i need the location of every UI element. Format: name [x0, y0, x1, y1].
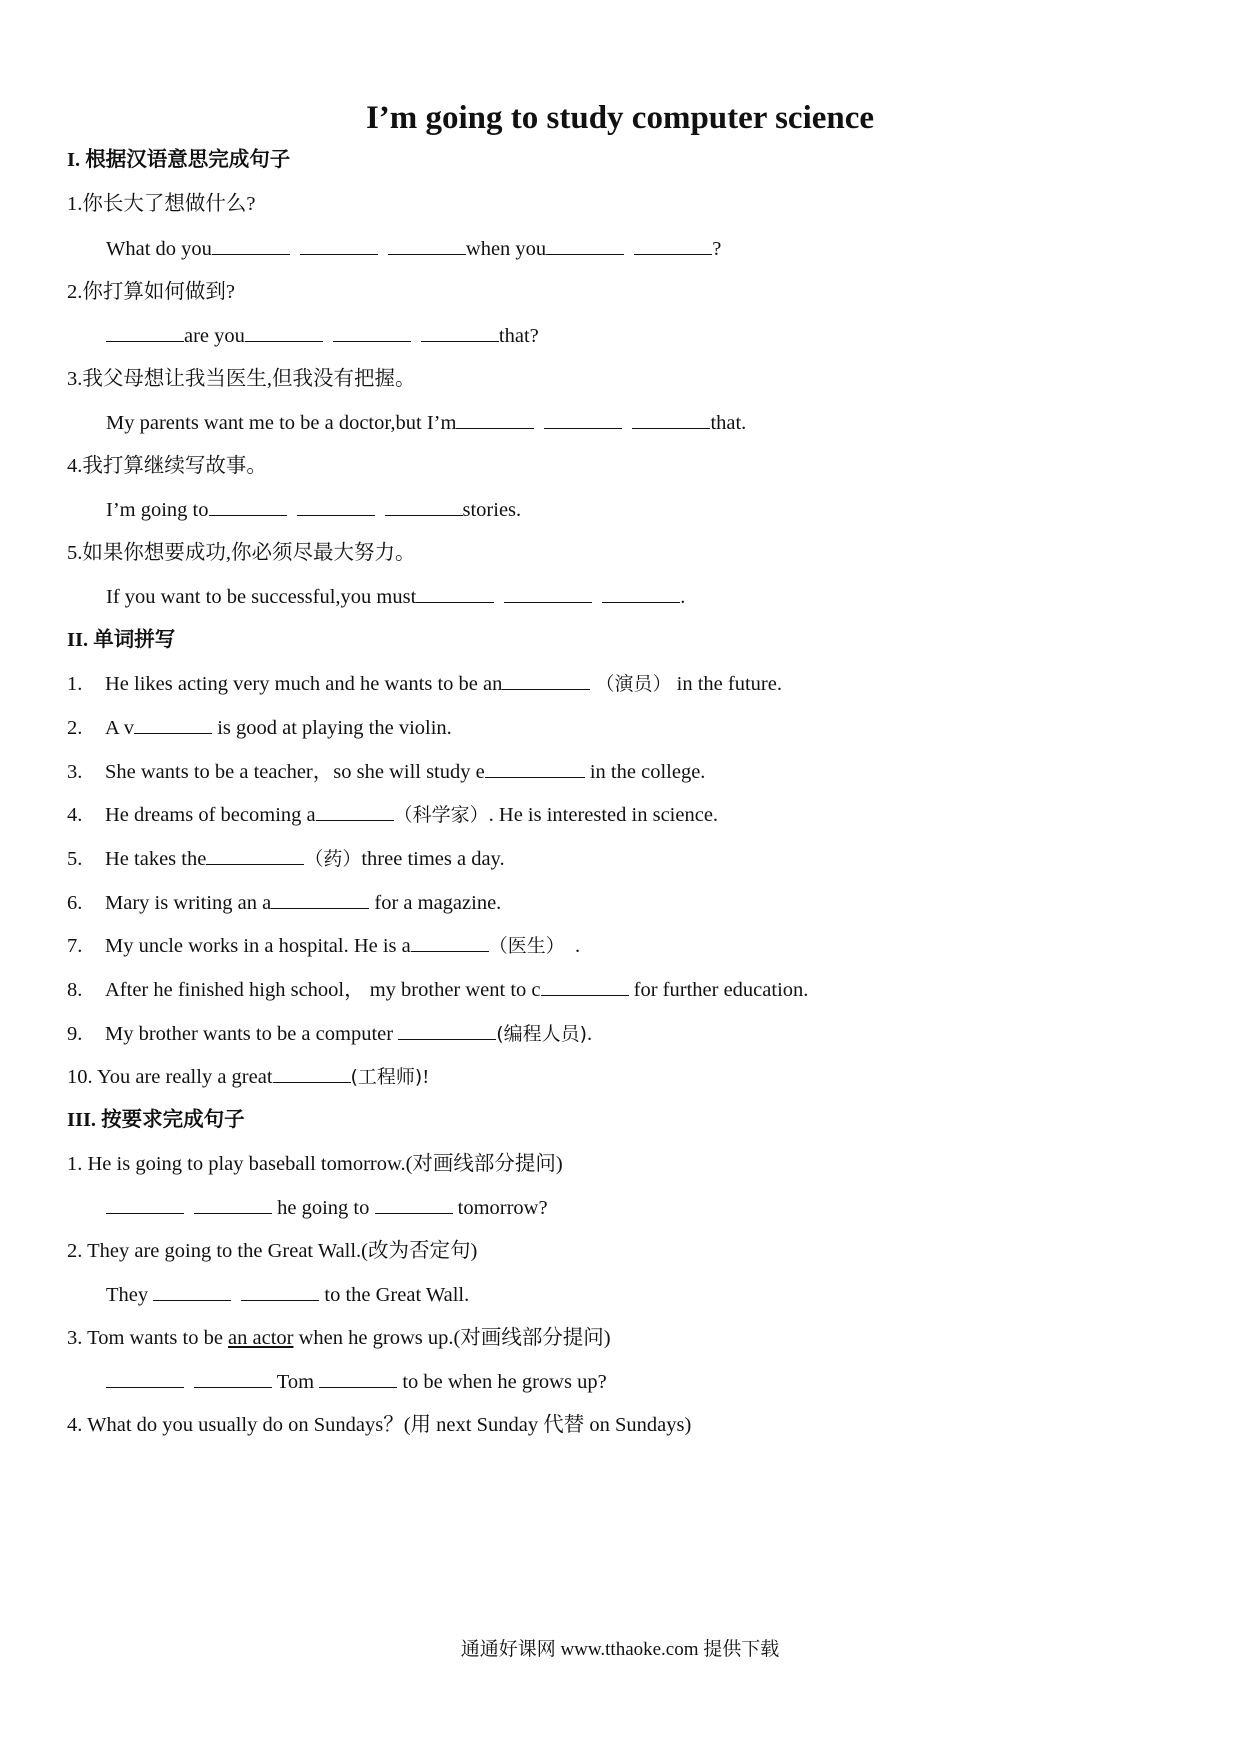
- s3-q2-question: 2. They are going to the Great Wall.(改为否定句): [67, 1240, 478, 1262]
- blank[interactable]: [541, 977, 629, 996]
- s2-item-6: 6. Mary is writing an a for a magazine.: [67, 892, 502, 914]
- blank[interactable]: [241, 1282, 319, 1301]
- blank[interactable]: [134, 715, 212, 734]
- blank[interactable]: [194, 1195, 272, 1214]
- blank[interactable]: [106, 1369, 184, 1388]
- s2-item-1: 1. He likes acting very much and he wants to be an （演员） in the future.: [67, 673, 782, 695]
- blank[interactable]: [398, 1021, 496, 1040]
- s1-q4-english: I’m going to stories.: [106, 499, 522, 521]
- blank[interactable]: [153, 1282, 231, 1301]
- blank[interactable]: [634, 236, 712, 255]
- blank[interactable]: [411, 933, 489, 952]
- s2-item-9: 9. My brother wants to be a computer (编程人员).: [67, 1023, 593, 1045]
- s3-q1-question: 1. He is going to play baseball tomorrow.(对画线部分提问): [67, 1153, 563, 1175]
- blank[interactable]: [602, 584, 680, 603]
- blank[interactable]: [271, 890, 369, 909]
- s2-item-7: 7. My uncle works in a hospital. He is a （医生） .: [67, 935, 581, 957]
- s1-q3-chinese: 3.我父母想让我当医生,但我没有把握。: [67, 368, 416, 390]
- blank[interactable]: [273, 1064, 351, 1083]
- blank[interactable]: [297, 497, 375, 516]
- s3-q2-answer: They to the Great Wall.: [106, 1284, 470, 1306]
- s2-item-2: 2. A v is good at playing the violin.: [67, 717, 452, 739]
- s1-q2-chinese: 2.你打算如何做到?: [67, 281, 235, 303]
- blank[interactable]: [456, 410, 534, 429]
- section-3-heading: III. 按要求完成句子: [67, 1109, 245, 1131]
- s2-item-8: 8. After he finished high school， my brother went to c for further education.: [67, 979, 809, 1001]
- s2-item-4: 4. He dreams of becoming a （科学家）. He is interested in science.: [67, 804, 719, 826]
- s2-item-3: 3. She wants to be a teacher，so she will study e in the college.: [67, 761, 706, 783]
- section-2-heading: II. 单词拼写: [67, 629, 176, 651]
- blank[interactable]: [546, 236, 624, 255]
- section-1-heading: I. 根据汉语意思完成句子: [67, 149, 291, 171]
- blank[interactable]: [375, 1195, 453, 1214]
- blank[interactable]: [333, 323, 411, 342]
- blank[interactable]: [544, 410, 622, 429]
- blank[interactable]: [385, 497, 463, 516]
- s2-item-10: 10. You are really a great (工程师)!: [67, 1066, 430, 1088]
- blank[interactable]: [416, 584, 494, 603]
- blank[interactable]: [194, 1369, 272, 1388]
- s1-q1-chinese: 1.你长大了想做什么?: [67, 193, 256, 215]
- blank[interactable]: [245, 323, 323, 342]
- blank[interactable]: [632, 410, 710, 429]
- blank[interactable]: [106, 1195, 184, 1214]
- blank[interactable]: [212, 236, 290, 255]
- blank[interactable]: [209, 497, 287, 516]
- blank[interactable]: [300, 236, 378, 255]
- s1-q5-english: If you want to be successful,you must .: [106, 586, 686, 608]
- s3-q4-question: 4. What do you usually do on Sundays？(用 next Sunday 代替 on Sundays): [67, 1414, 692, 1436]
- s3-q3-question: 3. Tom wants to be an actor when he grows up.(对画线部分提问): [67, 1327, 611, 1349]
- s3-q1-answer: he going to tomorrow?: [106, 1195, 548, 1221]
- blank[interactable]: [316, 802, 394, 821]
- blank[interactable]: [502, 671, 590, 690]
- s1-q2-english: are you that?: [106, 323, 539, 349]
- s1-q4-chinese: 4.我打算继续写故事。: [67, 455, 267, 477]
- s2-item-5: 5. He takes the （药）three times a day.: [67, 848, 505, 870]
- blank[interactable]: [421, 323, 499, 342]
- page-footer: 通通好课网 www.tthaoke.com 提供下载: [460, 1639, 780, 1660]
- blank[interactable]: [388, 236, 466, 255]
- page-title: I’m going to study computer science: [365, 100, 875, 136]
- s1-q5-chinese: 5.如果你想要成功,你必须尽最大努力。: [67, 542, 416, 564]
- s1-q1-english: What do you when you ?: [106, 238, 722, 260]
- s1-q3-english: My parents want me to be a doctor,but I’m that.: [106, 412, 747, 434]
- s3-q3-answer: Tom to be when he grows up?: [106, 1369, 607, 1395]
- blank[interactable]: [504, 584, 592, 603]
- blank[interactable]: [206, 846, 304, 865]
- blank[interactable]: [319, 1369, 397, 1388]
- blank[interactable]: [485, 759, 585, 778]
- blank[interactable]: [106, 323, 184, 342]
